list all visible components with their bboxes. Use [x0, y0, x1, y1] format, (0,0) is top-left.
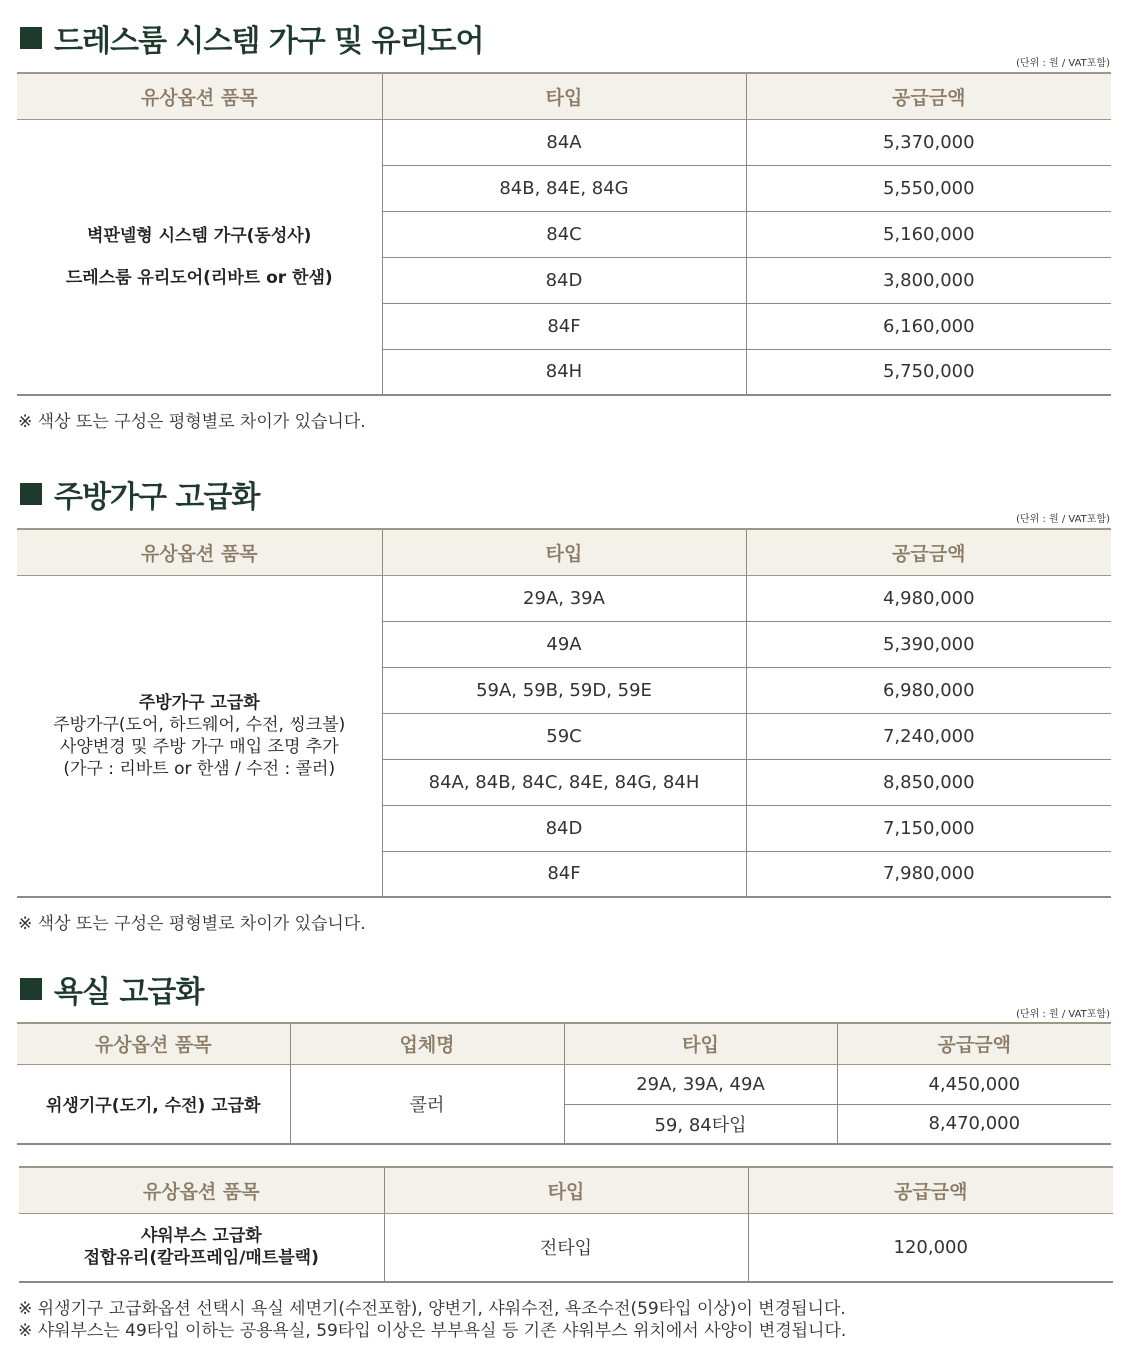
table-header-row: [17, 73, 1111, 119]
square-bullet-icon: [20, 27, 42, 49]
section3-unit: (단위 : 원 / VAT포함): [1016, 1009, 1110, 1020]
section3-title: 욕실 고급화: [20, 967, 203, 1011]
header-type: 타입: [564, 1023, 837, 1064]
header-item: 유상옵션 품목: [17, 73, 382, 119]
type-cell: 84C: [382, 211, 746, 257]
header-type: 타입: [382, 529, 746, 575]
item-cell: [17, 119, 382, 395]
price-cell: 120,000: [748, 1213, 1113, 1282]
table-header-row: [17, 1023, 1111, 1064]
price-cell: 5,160,000: [746, 211, 1111, 257]
header-type: 타입: [382, 73, 746, 119]
table-header-row: [19, 1167, 1113, 1213]
section1-note: ※ 색상 또는 구성은 평형별로 차이가 있습니다.: [18, 412, 366, 432]
header-item: 유상옵션 품목: [19, 1167, 384, 1213]
square-bullet-icon: [20, 483, 42, 505]
item-line: 접합유리(칼라프레임/매트블랙): [83, 1248, 319, 1269]
price-cell: 4,450,000: [837, 1064, 1111, 1104]
item-line: (가구 : 리바트 or 한샘 / 수전 : 콜러): [63, 758, 336, 779]
section3-notes: [18, 1298, 846, 1342]
table-row: [17, 1064, 1111, 1104]
price-cell: 6,980,000: [746, 667, 1111, 713]
type-cell: 84F: [382, 851, 746, 897]
price-cell: 3,800,000: [746, 257, 1111, 303]
header-item: 유상옵션 품목: [17, 529, 382, 575]
item-cell: [19, 1213, 384, 1282]
price-cell: 7,150,000: [746, 805, 1111, 851]
price-cell: 8,850,000: [746, 759, 1111, 805]
price-cell: 6,160,000: [746, 303, 1111, 349]
type-cell: 84B, 84E, 84G: [382, 165, 746, 211]
price-cell: 5,370,000: [746, 119, 1111, 165]
type-cell: 29A, 39A: [382, 575, 746, 621]
header-price: 공급금액: [746, 529, 1111, 575]
vendor-cell: 콜러: [290, 1064, 564, 1144]
table-row: [17, 575, 1111, 621]
type-cell: 84D: [382, 805, 746, 851]
section1-unit: (단위 : 원 / VAT포함): [1016, 58, 1110, 69]
type-cell: 84F: [382, 303, 746, 349]
item-line: 주방가구(도어, 하드웨어, 수전, 씽크볼): [53, 714, 346, 735]
type-cell: 84A: [382, 119, 746, 165]
section1-table: [17, 72, 1111, 396]
note-line: ※ 샤워부스는 49타입 이하는 공용욕실, 59타입 이상은 부부욕실 등 기존 샤워부스 위치에서 사양이 변경됩니다.: [18, 1321, 847, 1341]
header-price: 공급금액: [748, 1167, 1113, 1213]
item-line: 주방가구 고급화: [138, 692, 260, 713]
price-cell: 5,390,000: [746, 621, 1111, 667]
section2-table: [17, 528, 1111, 898]
type-cell: 84H: [382, 349, 746, 395]
header-type: 타입: [384, 1167, 748, 1213]
table-row: [17, 119, 1111, 165]
section3-table2: [19, 1166, 1113, 1283]
table-header-row: [17, 529, 1111, 575]
price-cell: 5,750,000: [746, 349, 1111, 395]
section2-note: ※ 색상 또는 구성은 평형별로 차이가 있습니다.: [18, 914, 366, 934]
header-price: 공급금액: [746, 73, 1111, 119]
item-cell: 위생기구(도기, 수전) 고급화: [17, 1064, 290, 1144]
type-cell: 59, 84타입: [564, 1104, 837, 1144]
section2-unit: (단위 : 원 / VAT포함): [1016, 514, 1110, 525]
price-cell: 5,550,000: [746, 165, 1111, 211]
table-row: [19, 1213, 1113, 1282]
type-cell: 전타입: [384, 1213, 748, 1282]
item-cell: [17, 575, 382, 897]
square-bullet-icon: [20, 978, 42, 1000]
item-line: 벽판넬형 시스템 가구(동성사): [87, 225, 312, 246]
price-cell: 8,470,000: [837, 1104, 1111, 1144]
type-cell: 59C: [382, 713, 746, 759]
price-cell: 7,980,000: [746, 851, 1111, 897]
type-cell: 29A, 39A, 49A: [564, 1064, 837, 1104]
price-cell: 7,240,000: [746, 713, 1111, 759]
type-cell: 84D: [382, 257, 746, 303]
header-item: 유상옵션 품목: [17, 1023, 290, 1064]
section1-title: 드레스룸 시스템 가구 및 유리도어: [20, 16, 484, 60]
price-cell: 4,980,000: [746, 575, 1111, 621]
item-line: 사양변경 및 주방 가구 매입 조명 추가: [59, 736, 339, 757]
header-vendor: 업체명: [290, 1023, 564, 1064]
type-cell: 49A: [382, 621, 746, 667]
type-cell: 59A, 59B, 59D, 59E: [382, 667, 746, 713]
header-price: 공급금액: [837, 1023, 1111, 1064]
item-line: 샤워부스 고급화: [140, 1226, 262, 1247]
section2-title: 주방가구 고급화: [20, 472, 259, 516]
item-line: 드레스룸 유리도어(리바트 or 한샘): [65, 267, 333, 288]
note-line: ※ 위생기구 고급화옵션 선택시 욕실 세면기(수전포함), 양변기, 샤워수전, 욕조수전(59타입 이상)이 변경됩니다.: [18, 1299, 846, 1319]
type-cell: 84A, 84B, 84C, 84E, 84G, 84H: [382, 759, 746, 805]
section3-table1: [17, 1022, 1111, 1145]
